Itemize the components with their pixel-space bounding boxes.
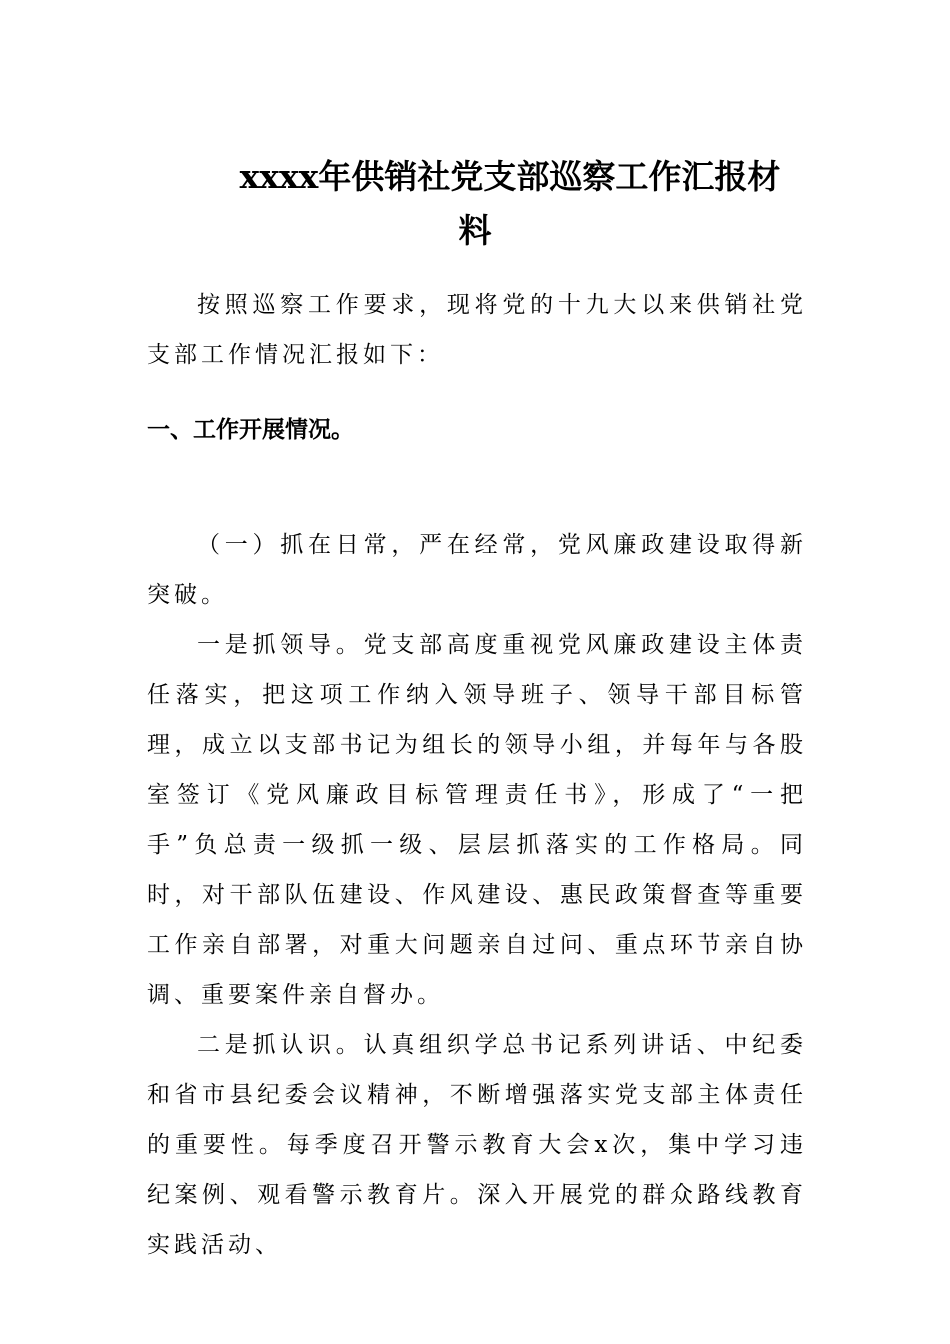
document-title bbox=[0, 150, 950, 258]
title-line-2: 料 bbox=[458, 211, 492, 250]
subsection-heading-1: （一）抓在日常，严在经常，党风廉政建设取得新突破。 bbox=[147, 532, 807, 608]
body-block bbox=[147, 520, 807, 1270]
section-heading-1: 一、工作开展情况。 bbox=[147, 417, 354, 443]
paragraph-1: 一是抓领导。党支部高度重视党风廉政建设主体责任落实，把这项工作纳入领导班子、领导干部目标管理，成立以支部书记为组长的领导小组，并每年与各股室签订《党风廉政目标管理责任书》，形成了“一把手”负总责一级抓一级、层层抓落实的工作格局。同时，对干部队伍建设、作风建设、惠民政策督查等重要工作亲自部署，对重大问题亲自过问、重点环节亲自协调、重要案件亲自督办。 bbox=[147, 632, 807, 1008]
title-line-1: xxxx年供销社党支部巡察工作汇报材 bbox=[239, 157, 781, 196]
intro-paragraph: 按照巡察工作要求，现将党的十九大以来供销社党支部工作情况汇报如下： bbox=[147, 292, 807, 368]
intro-block bbox=[147, 280, 807, 380]
paragraph-2: 二是抓认识。认真组织学总书记系列讲话、中纪委和省市县纪委会议精神，不断增强落实党支部主体责任的重要性。每季度召开警示教育大会x次，集中学习违纪案例、观看警示教育片。深入开展党的群众路线教育实践活动、 bbox=[147, 1032, 807, 1258]
